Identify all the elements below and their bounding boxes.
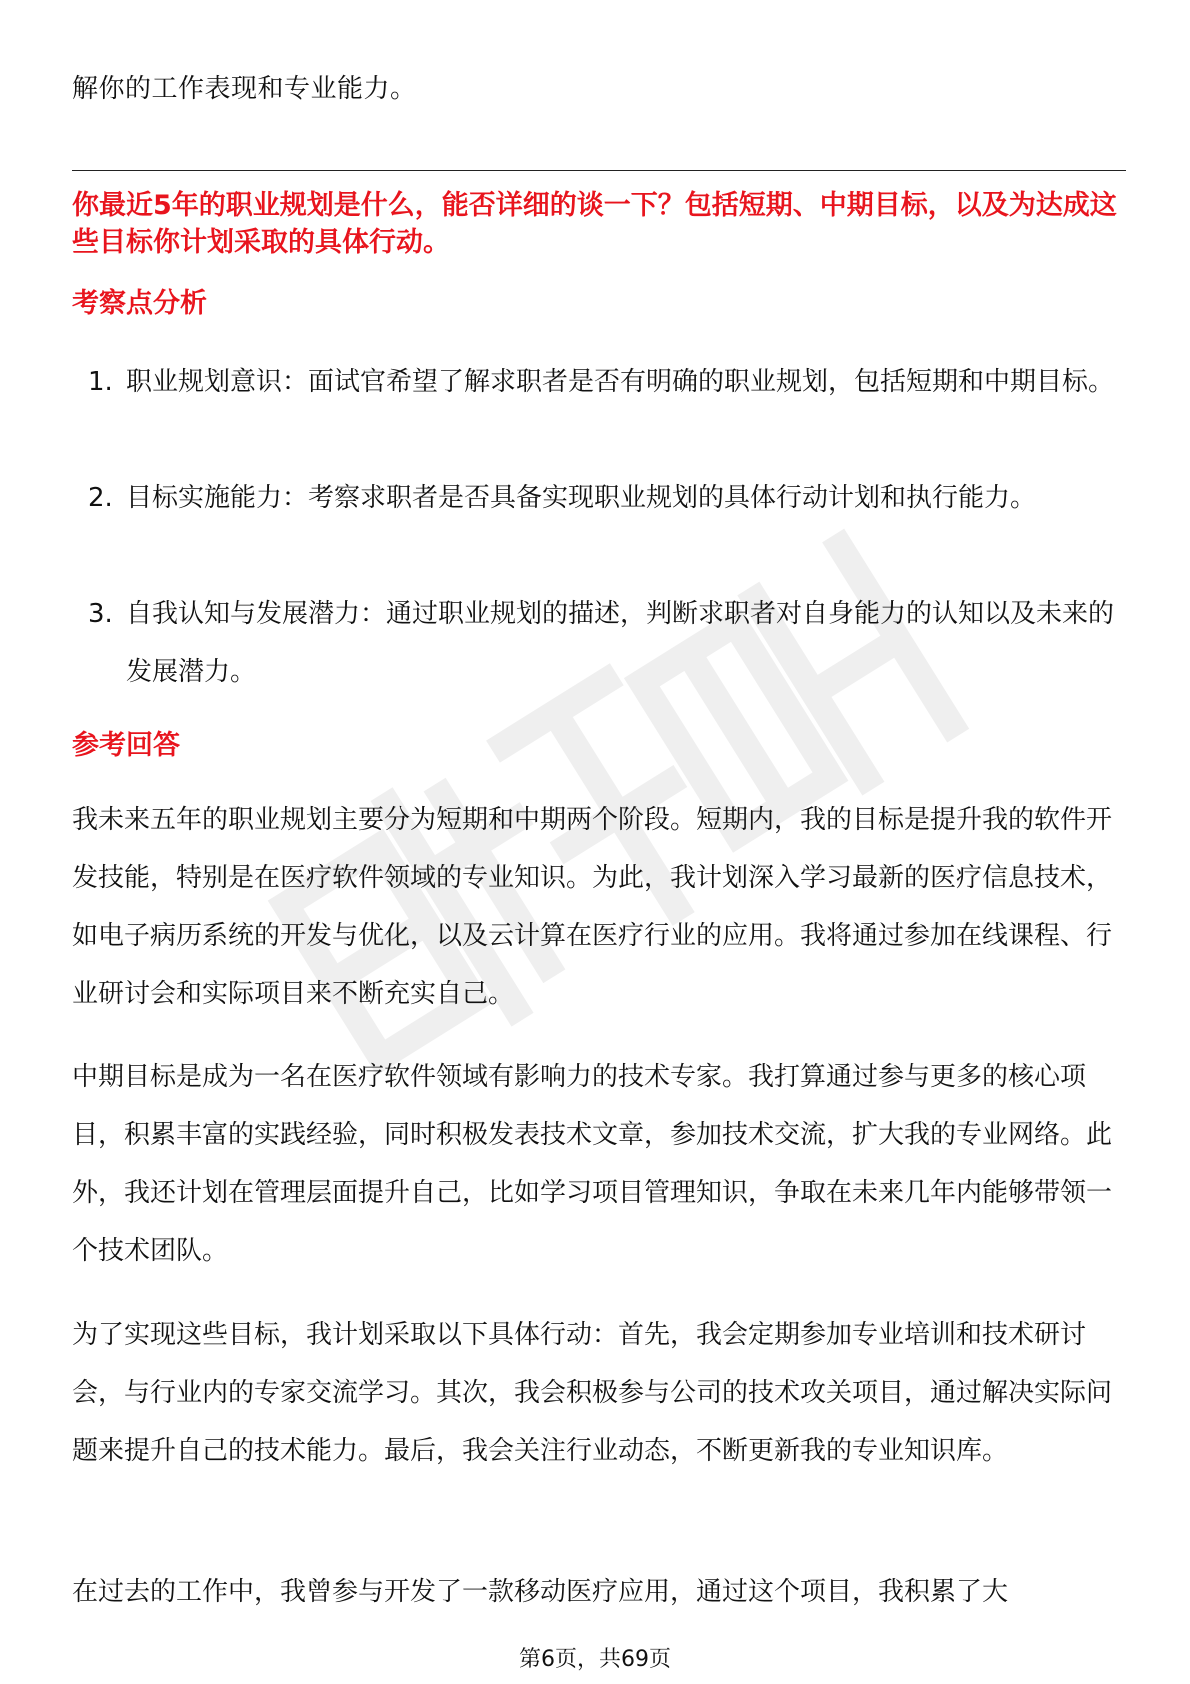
answer-paragraph: 我未来五年的职业规划主要分为短期和中期两个阶段。短期内，我的目标是提升我的软件开发技能，特别是在医疗软件领域的专业知识。为此，我计划深入学习最新的医疗信息技术，如电子病历系统的开发与优化，以及云计算在医疗行业的应用。我将通过参加在线课程、行业研讨会和实际项目来不断充实自己。 bbox=[72, 805, 1113, 1009]
answer-heading: 参考回答 bbox=[72, 730, 180, 761]
list-text: 职业规划意识：面试官希望了解求职者是否有明确的职业规划，包括短期和中期目标。 bbox=[126, 367, 1115, 397]
answer-paragraph: 为了实现这些目标，我计划采取以下具体行动：首先，我会定期参加专业培训和技术研讨会，与行业内的专家交流学习。其次，我会积极参与公司的技术攻关项目，通过解决实际问题来提升自己的技术能力。最后，我会关注行业动态，不断更新我的专业知识库。 bbox=[72, 1320, 1113, 1466]
list-number: 2. bbox=[88, 483, 113, 513]
analysis-heading: 考察点分析 bbox=[72, 288, 207, 319]
answer-paragraph: 在过去的工作中，我曾参与开发了一款移动医疗应用，通过这个项目，我积累了大 bbox=[72, 1577, 1009, 1607]
page-number: 第6页，共69页 bbox=[519, 1647, 671, 1672]
interview-question: 你最近5年的职业规划是什么，能否详细的谈一下？包括短期、中期目标，以及为达成这些目标你计划采取的具体行动。 bbox=[72, 190, 1117, 258]
list-number: 1. bbox=[88, 367, 113, 397]
list-number: 3. bbox=[88, 599, 113, 629]
list-text: 目标实施能力：考察求职者是否具备实现职业规划的具体行动计划和执行能力。 bbox=[126, 483, 1037, 513]
continuation-text: 解你的工作表现和专业能力。 bbox=[72, 74, 417, 104]
answer-paragraph: 中期目标是成为一名在医疗软件领域有影响力的技术专家。我打算通过参与更多的核心项目，积累丰富的实践经验，同时积极发表技术文章，参加技术交流，扩大我的专业网络。此外，我还计划在管理层面提升自己，比如学习项目管理知识，争取在未来几年内能够带领一个技术团队。 bbox=[72, 1062, 1113, 1266]
section-divider bbox=[72, 170, 1126, 171]
list-text: 自我认知与发展潜力：通过职业规划的描述，判断求职者对自身能力的认知以及未来的发展潜力。 bbox=[126, 599, 1115, 687]
